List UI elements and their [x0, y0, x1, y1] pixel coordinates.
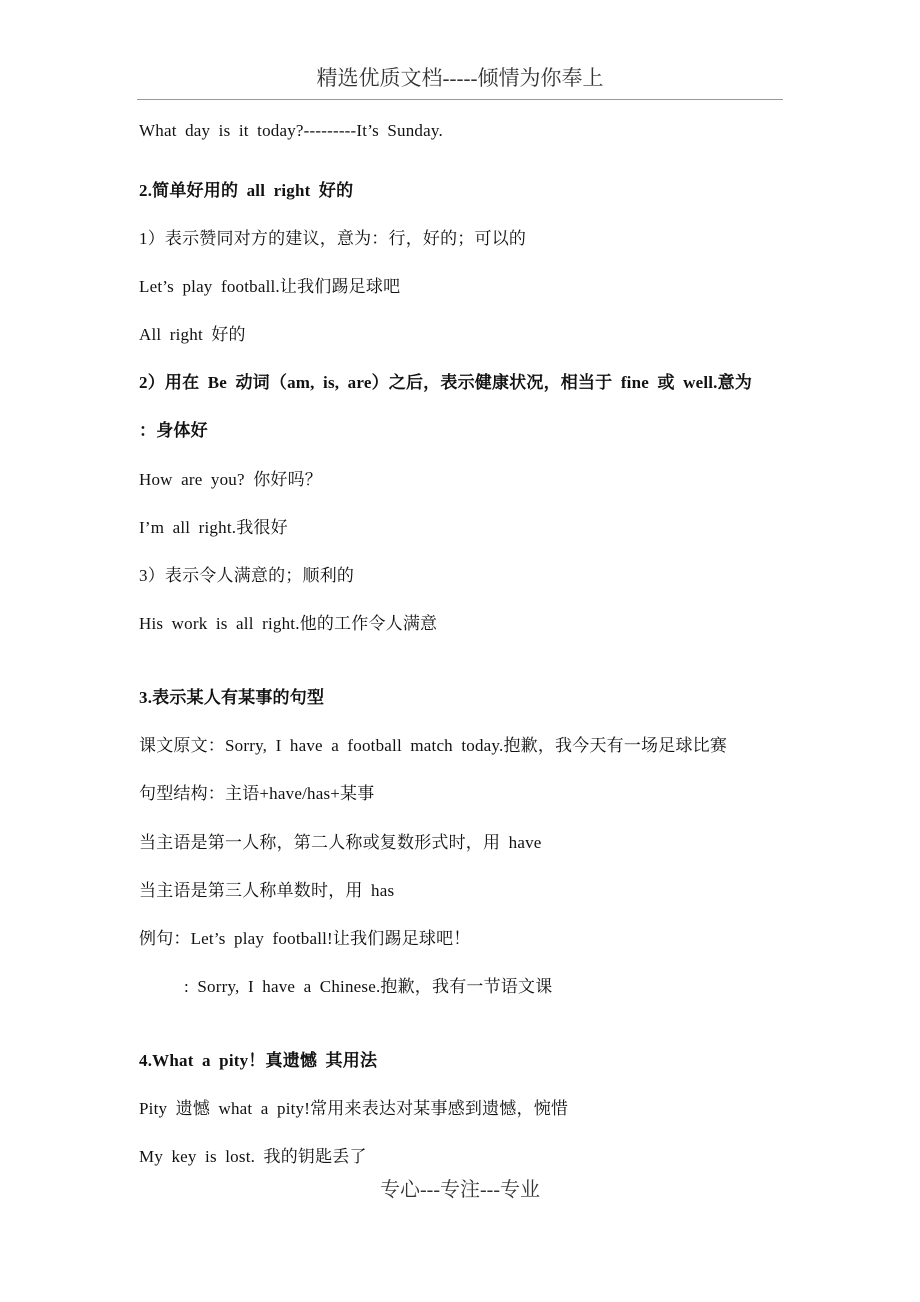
point-2-health: 2）用在 Be 动词（am, is, are）之后，表示健康状况，相当于 fine 或 well.意为	[139, 373, 753, 392]
page-footer: 专心---专注---专业	[380, 1179, 540, 1201]
example-what-day: What day is it today?---------It’s Sunday.	[139, 121, 443, 140]
header-divider	[137, 99, 783, 100]
pattern-structure: 句型结构：主语+have/has+某事	[139, 784, 375, 803]
point-1-agree: 1）表示赞同对方的建议，意为：行，好的；可以的	[139, 229, 527, 248]
point-2-health-cont: ：身体好	[139, 421, 208, 440]
section-4-heading: 4.What a pity！真遗憾 其用法	[139, 1051, 378, 1070]
example-lets-play: Let’s play football.让我们踢足球吧	[139, 277, 401, 296]
pity-usage: Pity 遗憾 what a pity!常用来表达对某事感到遗憾，惋惜	[139, 1099, 569, 1118]
rule-have: 当主语是第一人称，第二人称或复数形式时，用 have	[139, 833, 542, 852]
point-3-satisfy: 3）表示令人满意的；顺利的	[139, 566, 355, 585]
example-sentence: 例句：Let’s play football!让我们踢足球吧！	[139, 929, 471, 948]
example-his-work: His work is all right.他的工作令人满意	[139, 614, 438, 633]
text-original: 课文原文：Sorry, I have a football match today.抱歉，我今天有一场足球比赛	[139, 736, 728, 755]
page-header: 精选优质文档-----倾情为你奉上	[316, 66, 604, 90]
example-all-right: All right 好的	[139, 325, 246, 344]
example-how-are-you: How are you? 你好吗？	[139, 470, 323, 489]
section-3-heading: 3.表示某人有某事的句型	[139, 688, 325, 707]
rule-has: 当主语是第三人称单数时，用 has	[139, 881, 395, 900]
example-reply: : Sorry, I have a Chinese.抱歉，我有一节语文课	[184, 977, 553, 996]
example-key-lost: My key is lost. 我的钥匙丢了	[139, 1147, 367, 1166]
section-2-heading: 2.简单好用的 all right 好的	[139, 181, 354, 200]
example-im-all-right: I’m all right.我很好	[139, 518, 288, 537]
